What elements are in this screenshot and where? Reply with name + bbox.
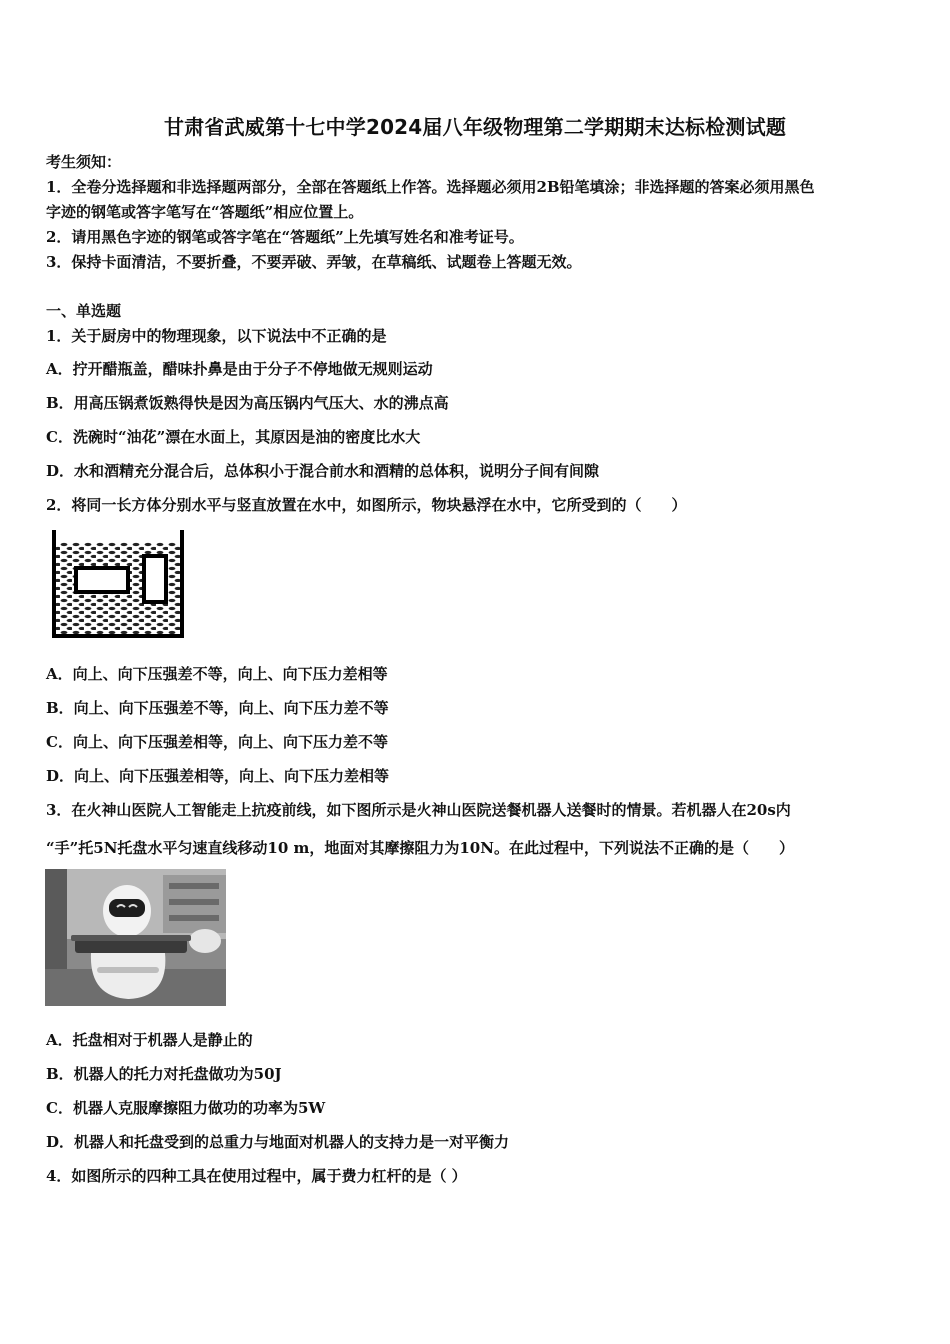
notice-item: 字迹的钢笔或答字笔写在“答题纸”相应位置上。 [46,203,364,221]
question-1-option-a: A．拧开醋瓶盖，醋味扑鼻是由于分子不停地做无规则运动 [46,360,433,378]
question-3-option-d: D．机器人和托盘受到的总重力与地面对机器人的支持力是一对平衡力 [46,1133,510,1151]
question-2-option-a: A．向上、向下压强差不等，向上、向下压力差相等 [46,665,388,683]
section-heading: 一、单选题 [46,302,122,320]
page-title: 甘肃省武威第十七中学2024届八年级物理第二学期期末达标检测试题 [163,115,787,139]
question-3-option-c: C．机器人克服摩擦阻力做功的功率为5W [46,1099,326,1117]
horizontal-block [76,568,128,592]
question-3-stem: 3．在火神山医院人工智能走上抗疫前线，如下图所示是火神山医院送餐机器人送餐时的情景。若机器人在20s内 [46,801,791,819]
question-3-option-b: B．机器人的托力对托盘做功为50J [46,1065,282,1083]
question-2-option-d: D．向上、向下压强差相等，向上、向下压力差相等 [46,767,390,785]
notice-item: 2．请用黑色字迹的钢笔或答字笔在“答题纸”上先填写姓名和准考证号。 [46,228,524,246]
question-3-stem-continued: “手”托5N托盘水平匀速直线移动10 m，地面对其摩擦阻力为10N。在此过程中，下列说法不正确的是（ ） [46,839,794,857]
question-1-option-c: C．洗碗时“油花”漂在水面上，其原因是油的密度比水大 [46,428,421,446]
question-1-option-d: D．水和酒精充分混合后，总体积小于混合前水和酒精的总体积，说明分子间有间隙 [46,462,600,480]
question-1-stem: 1．关于厨房中的物理现象，以下说法中不正确的是 [46,327,387,345]
question-1-option-b: B．用高压锅煮饭熟得快是因为高压锅内气压大、水的沸点高 [46,394,449,412]
notice-item: 1．全卷分选择题和非选择题两部分，全部在答题纸上作答。选择题必须用2B铅笔填涂；非选择题的答案必须用黑色 [46,178,815,196]
vertical-block [144,556,166,602]
notice-item: 3．保持卡面清洁，不要折叠，不要弄破、弄皱，在草稿纸、试题卷上答题无效。 [46,253,582,271]
delivery-robot-photo [45,869,226,1006]
question-4-stem: 4．如图所示的四种工具在使用过程中，属于费力杠杆的是（ ） [46,1167,467,1185]
question-2-option-c: C．向上、向下压强差相等，向上、向下压力差不等 [46,733,388,751]
water-container-figure [48,526,188,640]
notice-heading: 考生须知： [46,153,122,171]
question-2-option-b: B．向上、向下压强差不等，向上、向下压力差不等 [46,699,389,717]
question-2-stem: 2．将同一长方体分别水平与竖直放置在水中，如图所示，物块悬浮在水中，它所受到的（ ） [46,496,687,514]
question-3-option-a: A．托盘相对于机器人是静止的 [46,1031,253,1049]
